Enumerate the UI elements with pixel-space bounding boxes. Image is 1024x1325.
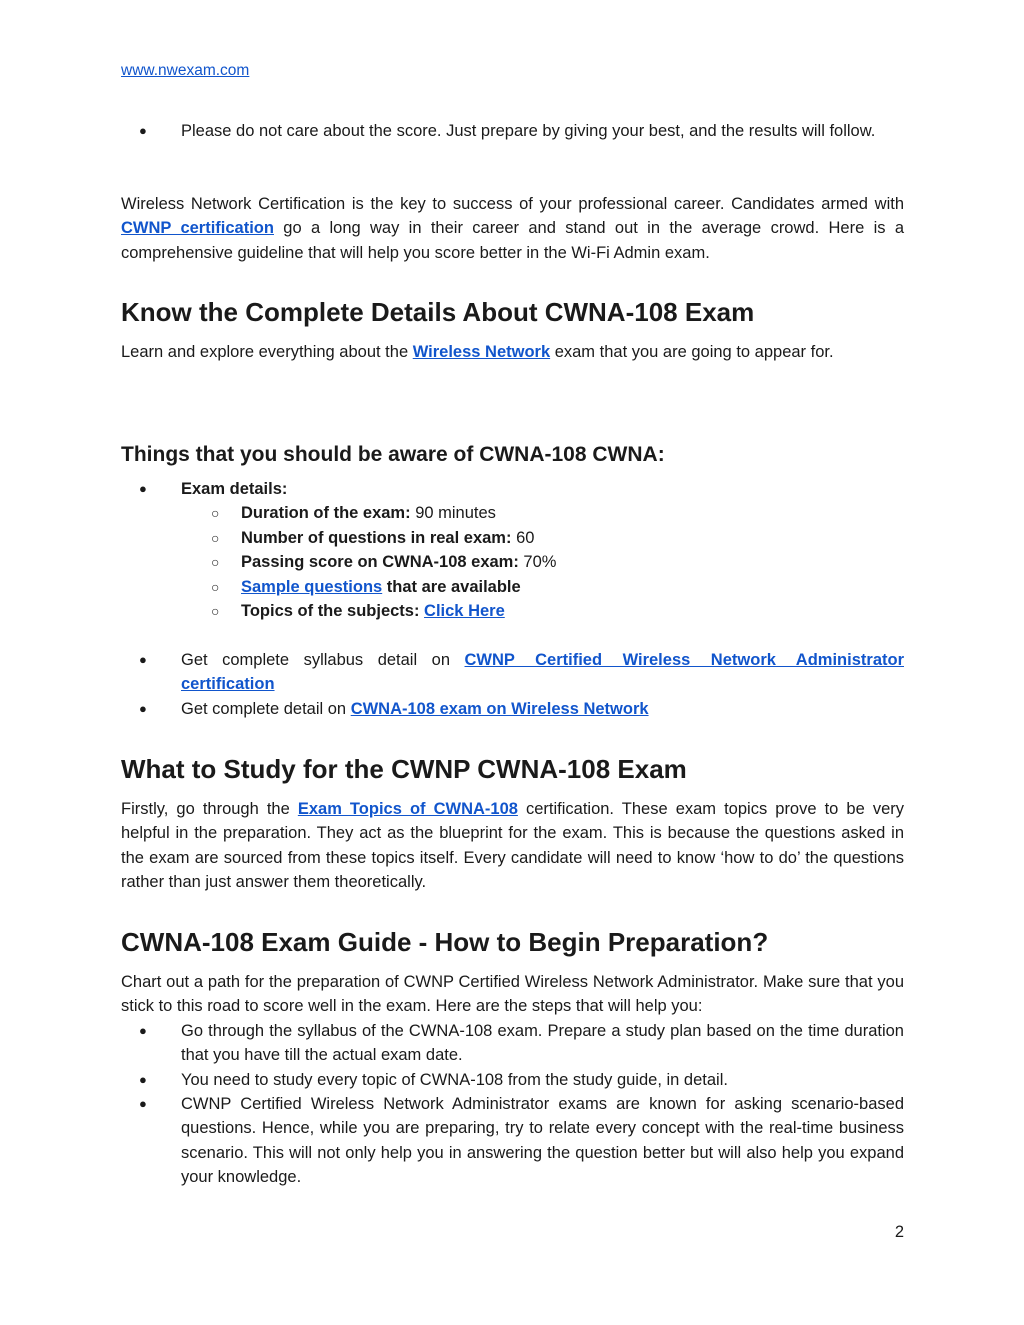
guide-bullet-text: Go through the syllabus of the CWNA-108 exam. Prepare a study plan based on the time duration that you have till the actual exam date. bbox=[181, 1021, 904, 1065]
list-item bbox=[121, 1019, 904, 1068]
duration-label: Duration of the exam: bbox=[241, 504, 411, 523]
details-text-part2: exam that you are going to appear for. bbox=[550, 343, 834, 361]
list-item bbox=[121, 648, 904, 697]
detail-text: Get complete detail on bbox=[181, 699, 351, 718]
bullet-icon: ● bbox=[139, 1022, 147, 1038]
list-item bbox=[121, 1092, 904, 1190]
list-item bbox=[121, 119, 904, 143]
questions-value: 60 bbox=[511, 528, 535, 547]
aware-section bbox=[121, 441, 904, 469]
topics-label: Topics of the subjects: bbox=[241, 602, 425, 621]
list-item bbox=[121, 526, 904, 550]
exam-details-list bbox=[121, 477, 904, 623]
study-heading: What to Study for the CWNP CWNA-108 Exam bbox=[121, 754, 687, 784]
page-number: 2 bbox=[894, 1223, 904, 1241]
intro-bullet-text: Please do not care about the score. Just prepare by giving your best, and the results will follow. bbox=[181, 122, 876, 140]
site-link[interactable]: www.nwexam.com bbox=[121, 62, 250, 79]
exam-topics-link[interactable]: Exam Topics of CWNA-108 bbox=[297, 800, 518, 818]
passing-label: Passing score on CWNA-108 exam: bbox=[241, 553, 519, 572]
list-item bbox=[121, 477, 904, 623]
circle-bullet-icon: ○ bbox=[211, 603, 220, 620]
duration-value: 90 minutes bbox=[410, 504, 496, 523]
bullet-icon: ● bbox=[139, 1071, 147, 1087]
list-item bbox=[121, 1068, 904, 1092]
guide-bullet-text: CWNP Certified Wireless Network Administrator exams are known for asking scenario-based questions. Hence, while you are preparing, try to relate every concept with the real-time business scenario. This will not only help you in answering the question better but will also help you expand your knowledge. bbox=[181, 1095, 904, 1187]
study-paragraph bbox=[121, 797, 904, 895]
guide-content bbox=[121, 970, 904, 1190]
list-item bbox=[121, 697, 904, 721]
guide-heading: CWNA-108 Exam Guide - How to Begin Preparation? bbox=[121, 927, 769, 957]
intro-text-part2: go a long way in their career and stand out in the average crowd. Here is a comprehensive guideline that will help you score better in the Wi-Fi Admin exam. bbox=[121, 219, 904, 262]
guide-section bbox=[121, 926, 904, 958]
details-heading: Know the Complete Details About CWNA-108 Exam bbox=[121, 297, 755, 327]
sample-text: that are available bbox=[382, 577, 521, 596]
details-paragraph bbox=[121, 340, 904, 364]
intro-bullet-block bbox=[121, 119, 904, 143]
guide-bullet-text: You need to study every topic of CWNA-108 from the study guide, in detail. bbox=[181, 1070, 728, 1089]
wireless-network-link[interactable]: Wireless Network bbox=[412, 343, 551, 361]
cwna-exam-link[interactable]: CWNA-108 exam on Wireless Network bbox=[350, 699, 649, 718]
intro-text-part1: Wireless Network Certification is the key to success of your professional career. Candidates armed with bbox=[121, 195, 904, 213]
questions-label: Number of questions in real exam: bbox=[241, 528, 512, 547]
click-here-link[interactable]: Click Here bbox=[424, 602, 505, 621]
bullet-icon: ● bbox=[139, 1096, 147, 1112]
details-text-part1: Learn and explore everything about the bbox=[121, 343, 413, 361]
list-item bbox=[121, 550, 904, 574]
bullet-icon: ● bbox=[139, 700, 147, 716]
study-section bbox=[121, 753, 904, 785]
circle-bullet-icon: ○ bbox=[211, 505, 220, 522]
aware-heading: Things that you should be aware of CWNA-108 CWNA: bbox=[121, 443, 665, 466]
bullet-icon: ● bbox=[139, 481, 147, 496]
intro-paragraph bbox=[121, 192, 904, 265]
bullet-icon: ● bbox=[139, 123, 147, 138]
list-item bbox=[121, 575, 904, 599]
cwnp-certification-link[interactable]: CWNP certification bbox=[121, 219, 274, 238]
circle-bullet-icon: ○ bbox=[211, 578, 220, 595]
exam-details-label: Exam details: bbox=[181, 480, 288, 498]
sample-questions-link[interactable]: Sample questions bbox=[241, 577, 383, 596]
syllabus-link[interactable]: CWNP Certified Wireless Network Administrator certification bbox=[181, 651, 904, 694]
circle-bullet-icon: ○ bbox=[211, 554, 220, 571]
syllabus-list bbox=[121, 648, 904, 721]
study-text-part2: certification. These exam topics prove to be very helpful in the preparation. They act as the blueprint for the exam. This is because the questions asked in the exam are sourced from these topics itself. Every candidate will need to know ‘how to do’ the questions rather than just answer them theoretically. bbox=[121, 800, 905, 892]
list-item bbox=[121, 501, 904, 525]
syllabus-text: Get complete syllabus detail on bbox=[181, 651, 465, 669]
passing-value: 70% bbox=[518, 553, 557, 572]
list-item bbox=[121, 599, 904, 623]
details-section bbox=[121, 296, 904, 328]
study-text-part1: Firstly, go through the bbox=[121, 800, 298, 818]
guide-intro: Chart out a path for the preparation of CWNP Certified Wireless Network Administrator. Make sure that you stick to this road to score well in the exam. Here are the steps that will help you: bbox=[121, 973, 904, 1016]
bullet-icon: ● bbox=[139, 652, 147, 667]
circle-bullet-icon: ○ bbox=[211, 529, 220, 546]
